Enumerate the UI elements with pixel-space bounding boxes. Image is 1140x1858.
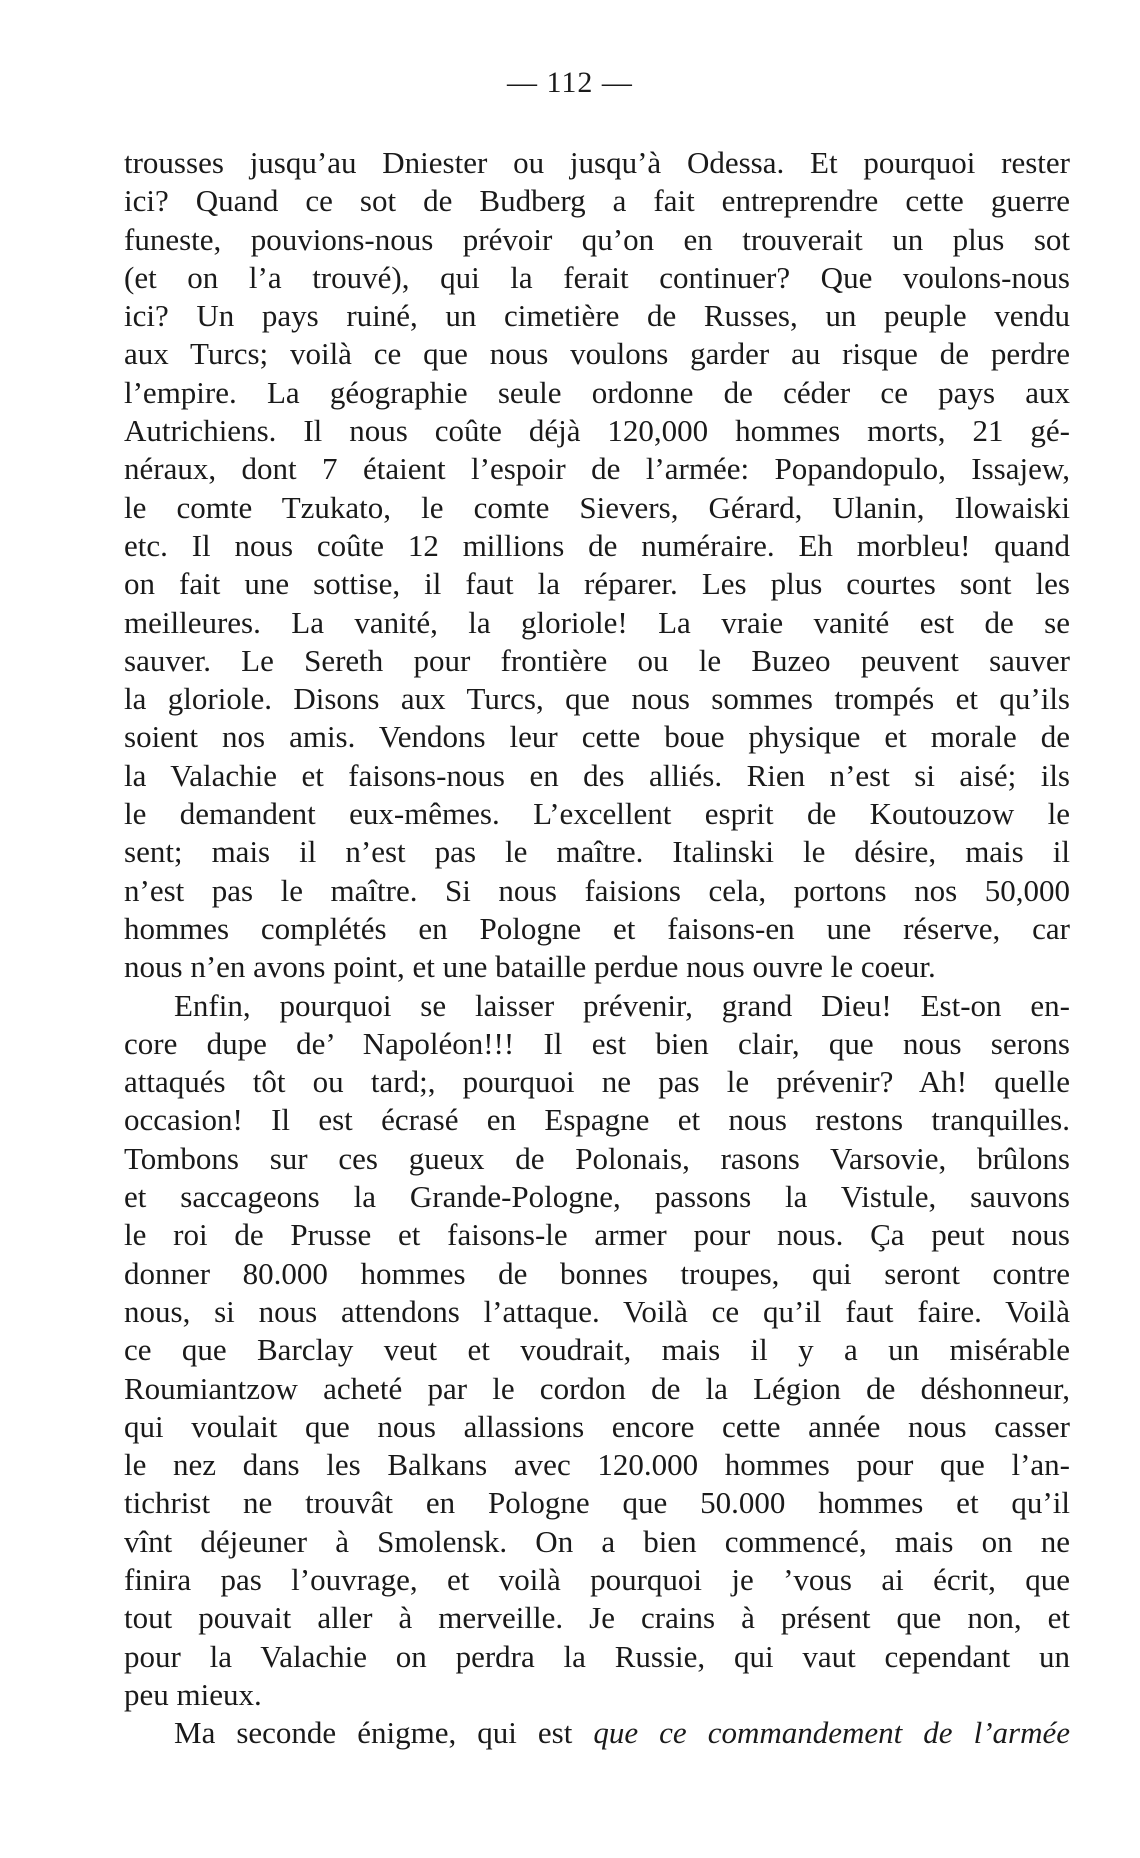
- text-line: tichrist ne trouvât en Pologne que 50.000 hommes et qu’il: [124, 1485, 1070, 1521]
- text-line: la gloriole. Disons aux Turcs, que nous sommes trompés et qu’ils: [124, 681, 1070, 717]
- text-line: le comte Tzukato, le comte Sievers, Gérard, Ulanin, Ilowaiski: [124, 489, 1070, 525]
- text-line: ce que Barclay veut et voudrait, mais il y a un misérable: [124, 1332, 1070, 1368]
- text-line: trousses jusqu’au Dniester ou jusqu’à Odessa. Et pourquoi rester: [124, 145, 1070, 180]
- text-line: ici? Quand ce sot de Budberg a fait entreprendre cette guerre: [124, 183, 1070, 219]
- text-line: Autrichiens. Il nous coûte déjà 120,000 hommes morts, 21 gé-: [124, 413, 1070, 449]
- text-line: le nez dans les Balkans avec 120.000 hommes pour que l’an-: [124, 1447, 1070, 1483]
- text-line: finira pas l’ouvrage, et voilà pourquoi je ’vous ai écrit, que: [124, 1561, 1070, 1597]
- page-number: — 112 —: [507, 66, 633, 99]
- text-line: sent; mais il n’est pas le maître. Italinski le désire, mais il: [124, 834, 1070, 870]
- text-line-italic: que ce commandement de l’armée: [593, 1715, 1070, 1751]
- text-line: nous n’en avons point, et une bataille perdue nous ouvre le coeur.: [124, 949, 936, 985]
- text-line: peu mieux.: [124, 1676, 262, 1712]
- text-line: pour la Valachie on perdra la Russie, qui vaut cependant un: [124, 1638, 1070, 1674]
- text-line: vînt déjeuner à Smolensk. On a bien commencé, mais on ne: [124, 1523, 1070, 1559]
- text-line: hommes complétés en Pologne et faisons-en une réserve, car: [124, 910, 1070, 946]
- text-line: la Valachie et faisons-nous en des alliés. Rien n’est si aisé; ils: [124, 757, 1070, 793]
- text-line: l’empire. La géographie seule ordonne de céder ce pays aux: [124, 374, 1070, 410]
- paragraph-1: [124, 144, 1070, 987]
- paragraph-3: [124, 1714, 1070, 1752]
- text-line: attaqués tôt ou tard;, pourquoi ne pas le prévenir? Ah! quelle: [124, 1064, 1070, 1100]
- text-line: ici? Un pays ruiné, un cimetière de Russes, un peuple vendu: [124, 298, 1070, 334]
- text-line: tout pouvait aller à merveille. Je crains à présent que non, et: [124, 1600, 1070, 1636]
- text-line: n’est pas le maître. Si nous faisions cela, portons nos 50,000: [124, 872, 1070, 908]
- text-line: le roi de Prusse et faisons-le armer pour nous. Ça peut nous: [124, 1217, 1070, 1253]
- text-line: [124, 1714, 1070, 1752]
- text-line: soient nos amis. Vendons leur cette boue physique et morale de: [124, 719, 1070, 755]
- text-line: néraux, dont 7 étaient l’espoir de l’armée: Popandopulo, Issajew,: [124, 451, 1070, 487]
- text-line: meilleures. La vanité, la gloriole! La vraie vanité est de se: [124, 604, 1070, 640]
- text-line: etc. Il nous coûte 12 millions de numéraire. Eh morbleu! quand: [124, 527, 1070, 563]
- text-line: core dupe de’ Napoléon!!! Il est bien clair, que nous serons: [124, 1025, 1070, 1061]
- paragraph-2: [124, 987, 1070, 1715]
- text-line: (et on l’a trouvé), qui la ferait continuer? Que voulons-nous: [124, 259, 1070, 295]
- text-line: nous, si nous attendons l’attaque. Voilà ce qu’il faut faire. Voilà: [124, 1293, 1070, 1329]
- text-line-roman: Ma seconde énigme, qui est: [174, 1715, 573, 1751]
- text-line: et saccageons la Grande-Pologne, passons la Vistule, sauvons: [124, 1179, 1070, 1215]
- text-line: le demandent eux-mêmes. L’excellent esprit de Koutouzow le: [124, 796, 1070, 832]
- text-line: Roumiantzow acheté par le cordon de la Légion de déshonneur,: [124, 1370, 1070, 1406]
- text-line: occasion! Il est écrasé en Espagne et nous restons tranquilles.: [124, 1102, 1070, 1138]
- text-line: qui voulait que nous allassions encore cette année nous casser: [124, 1408, 1070, 1444]
- text-line: sauver. Le Sereth pour frontière ou le Buzeo peuvent sauver: [124, 642, 1070, 678]
- text-line: funeste, pouvions-nous prévoir qu’on en trouverait un plus sot: [124, 221, 1070, 257]
- body-text: [124, 144, 1070, 1752]
- text-line: donner 80.000 hommes de bonnes troupes, qui seront contre: [124, 1255, 1070, 1291]
- text-line: on fait une sottise, il faut la réparer. Les plus courtes sont les: [124, 566, 1070, 602]
- text-line: Enfin, pourquoi se laisser prévenir, grand Dieu! Est-on en-: [174, 987, 1070, 1023]
- text-line: aux Turcs; voilà ce que nous voulons garder au risque de perdre: [124, 336, 1070, 372]
- text-line: Tombons sur ces gueux de Polonais, rasons Varsovie, brûlons: [124, 1140, 1070, 1176]
